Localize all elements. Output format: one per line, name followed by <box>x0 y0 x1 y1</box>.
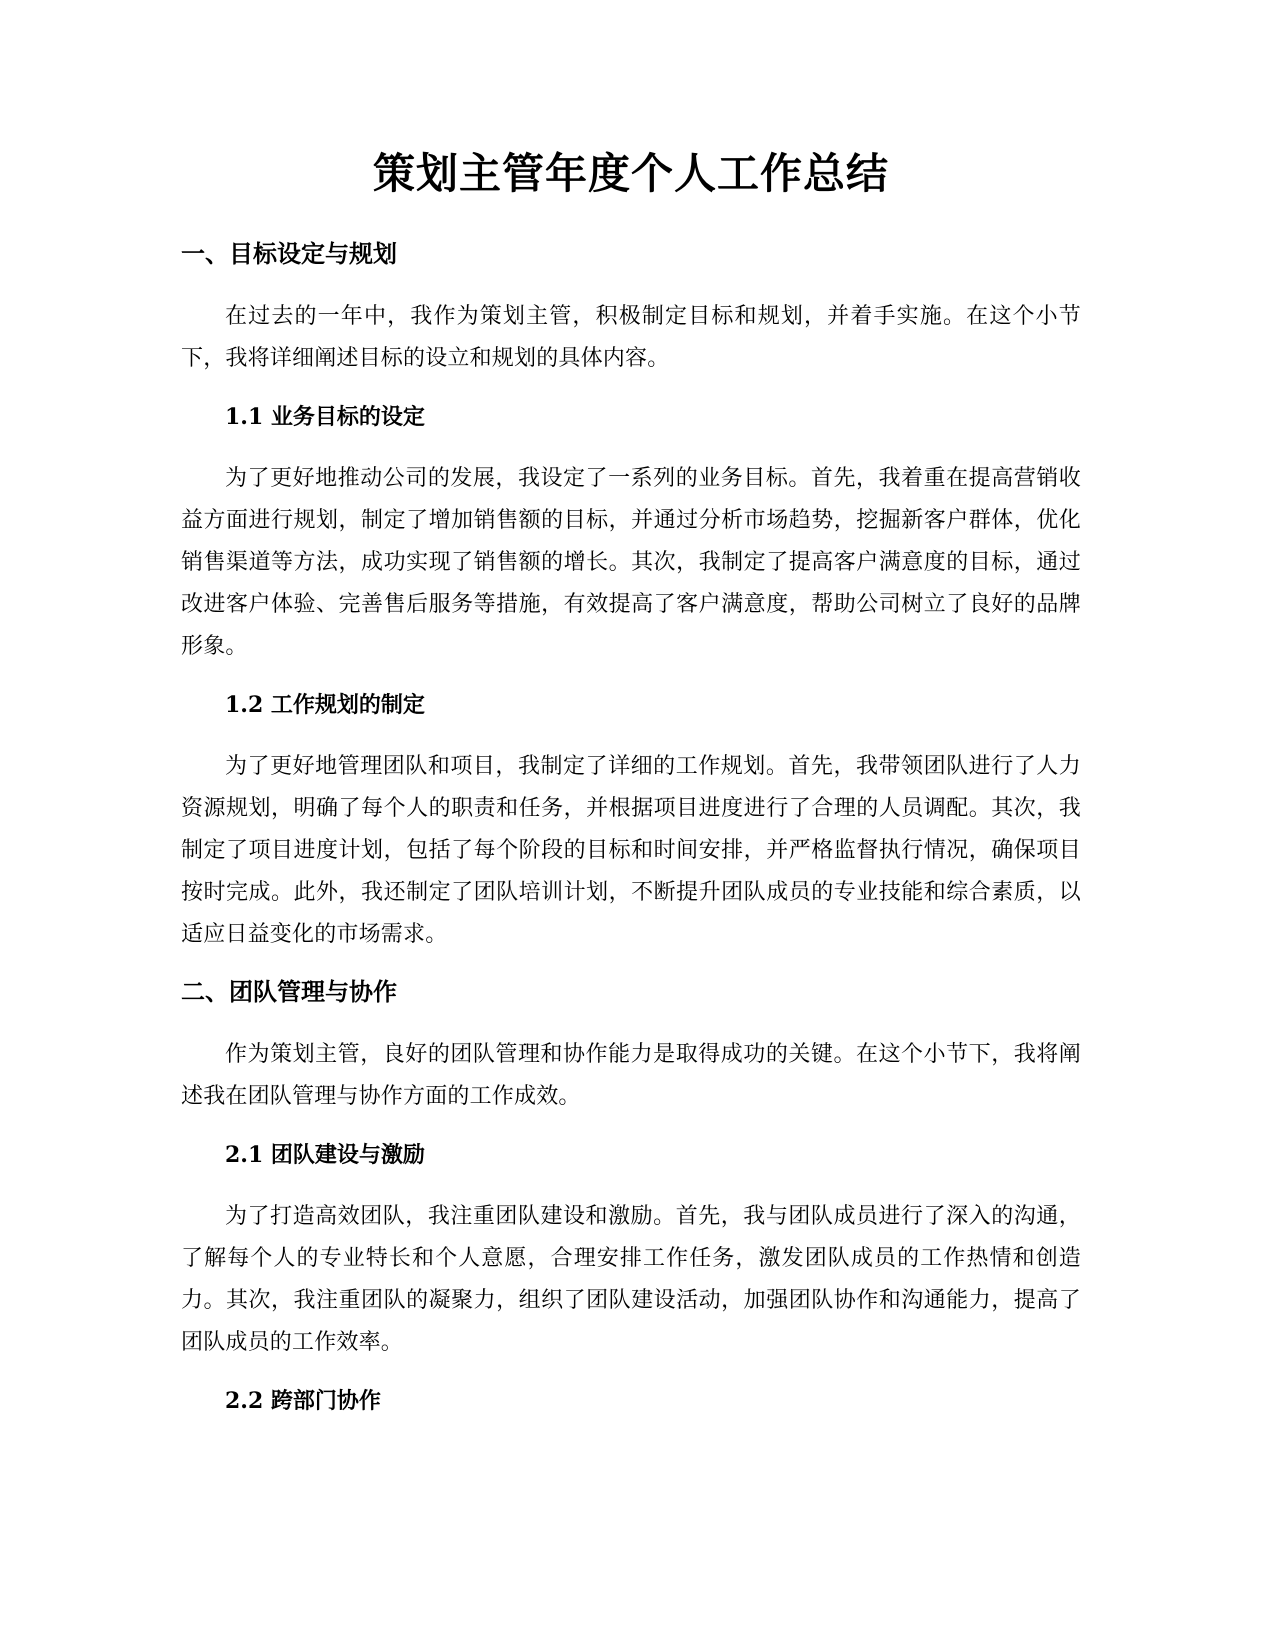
section-heading-1: 一、目标设定与规划 <box>181 240 397 268</box>
subsection-1-1-body: 为了更好地推动公司的发展，我设定了一系列的业务目标。首先，我着重在提高营销收益方面进行规划，制定了增加销售额的目标，并通过分析市场趋势，挖掘新客户群体，优化销售渠道等方法，成功实现了销售额的增长。其次，我制定了提高客户满意度的目标，通过改进客户体验、完善售后服务等措施，有效提高了客户满意度，帮助公司树立了良好的品牌形象。 <box>181 466 1081 659</box>
document-title: 策划主管年度个人工作总结 <box>372 149 889 198</box>
section-2-intro: 作为策划主管，良好的团队管理和协作能力是取得成功的关键。在这个小节下，我将阐述我在团队管理与协作方面的工作成效。 <box>181 1042 1081 1109</box>
subsection-heading-1-2: 1.2 工作规划的制定 <box>225 692 425 718</box>
section-1-intro: 在过去的一年中，我作为策划主管，积极制定目标和规划，并着手实施。在这个小节下，我将详细阐述目标的设立和规划的具体内容。 <box>181 304 1081 371</box>
subsection-heading-1-1: 1.1 业务目标的设定 <box>225 404 425 430</box>
subsection-2-1-body: 为了打造高效团队，我注重团队建设和激励。首先，我与团队成员进行了深入的沟通，了解每个人的专业特长和个人意愿，合理安排工作任务，激发团队成员的工作热情和创造力。其次，我注重团队的凝聚力，组织了团队建设活动，加强团队协作和沟通能力，提高了团队成员的工作效率。 <box>181 1204 1081 1355</box>
section-heading-2: 二、团队管理与协作 <box>181 978 397 1006</box>
subsection-heading-2-1: 2.1 团队建设与激励 <box>225 1142 425 1168</box>
document-page <box>181 0 1081 1650</box>
subsection-1-2-body: 为了更好地管理团队和项目，我制定了详细的工作规划。首先，我带领团队进行了人力资源规划，明确了每个人的职责和任务，并根据项目进度进行了合理的人员调配。其次，我制定了项目进度计划，包括了每个阶段的目标和时间安排，并严格监督执行情况，确保项目按时完成。此外，我还制定了团队培训计划，不断提升团队成员的专业技能和综合素质，以适应日益变化的市场需求。 <box>181 754 1081 947</box>
subsection-heading-2-2: 2.2 跨部门协作 <box>225 1388 381 1414</box>
